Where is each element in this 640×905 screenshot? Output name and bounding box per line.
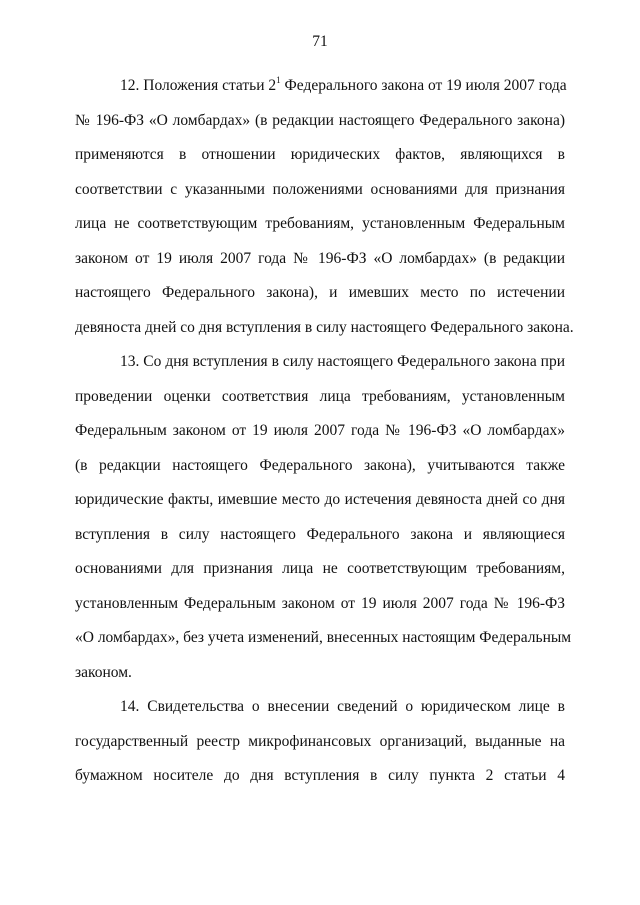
text-fragment: Федерального закона от 19 июля 2007 года bbox=[280, 77, 567, 94]
superscript: 1 bbox=[276, 75, 281, 85]
text-line: Федеральным законом от 19 июля 2007 года № 196-ФЗ «О ломбардах» bbox=[75, 422, 565, 439]
text-line: «О ломбардах», без учета изменений, внесенных настоящим Федеральным bbox=[75, 629, 572, 646]
text-line: законом от 19 июля 2007 года № 196-ФЗ «О ломбардах» (в редакции bbox=[75, 249, 565, 267]
text-line: лица не соответствующим требованиям, установленным Федеральным bbox=[75, 215, 565, 232]
paragraph-13 bbox=[75, 345, 572, 690]
text-line: основаниями для признания лица не соответствующим требованиям, bbox=[75, 560, 565, 577]
text-line: установленным Федеральным законом от 19 июля 2007 года № 196-ФЗ bbox=[75, 594, 565, 612]
text-line: (в редакции настоящего Федерального закона), учитываются также bbox=[75, 456, 565, 474]
text-line: государственный реестр микрофинансовых организаций, выданные на bbox=[75, 732, 565, 750]
text-fragment: 12. Положения статьи 2 bbox=[120, 77, 277, 94]
text-line: вступления в силу настоящего Федерального закона и являющиеся bbox=[75, 525, 565, 543]
text-line: 14. Свидетельства о внесении сведений о юридическом лице в bbox=[120, 698, 565, 715]
text-line: бумажном носителе до дня вступления в силу пункта 2 статьи 4 bbox=[75, 767, 565, 784]
document-body bbox=[75, 69, 574, 794]
paragraph-12 bbox=[75, 69, 574, 345]
text-line: законом. bbox=[75, 663, 132, 681]
paragraph-14 bbox=[75, 690, 565, 794]
text-line: 13. Со дня вступления в силу настоящего Федерального закона при bbox=[120, 353, 565, 370]
text-line: юридические факты, имевшие место до истечения девяноста дней со дня bbox=[75, 491, 565, 508]
text-line: настоящего Федерального закона), и имевших место по истечении bbox=[75, 284, 565, 301]
text-line: № 196-ФЗ «О ломбардах» (в редакции настоящего Федерального закона) bbox=[75, 111, 565, 129]
page-number: 71 bbox=[312, 33, 328, 50]
text-line: проведении оценки соответствия лица требованиям, установленным bbox=[75, 387, 565, 405]
text-line: применяются в отношении юридических фактов, являющихся в bbox=[75, 146, 565, 163]
text-line: соответствии с указанными положениями основаниями для признания bbox=[75, 180, 565, 198]
text-line: девяноста дней со дня вступления в силу настоящего Федерального закона. bbox=[75, 318, 574, 336]
text-line bbox=[75, 69, 565, 104]
